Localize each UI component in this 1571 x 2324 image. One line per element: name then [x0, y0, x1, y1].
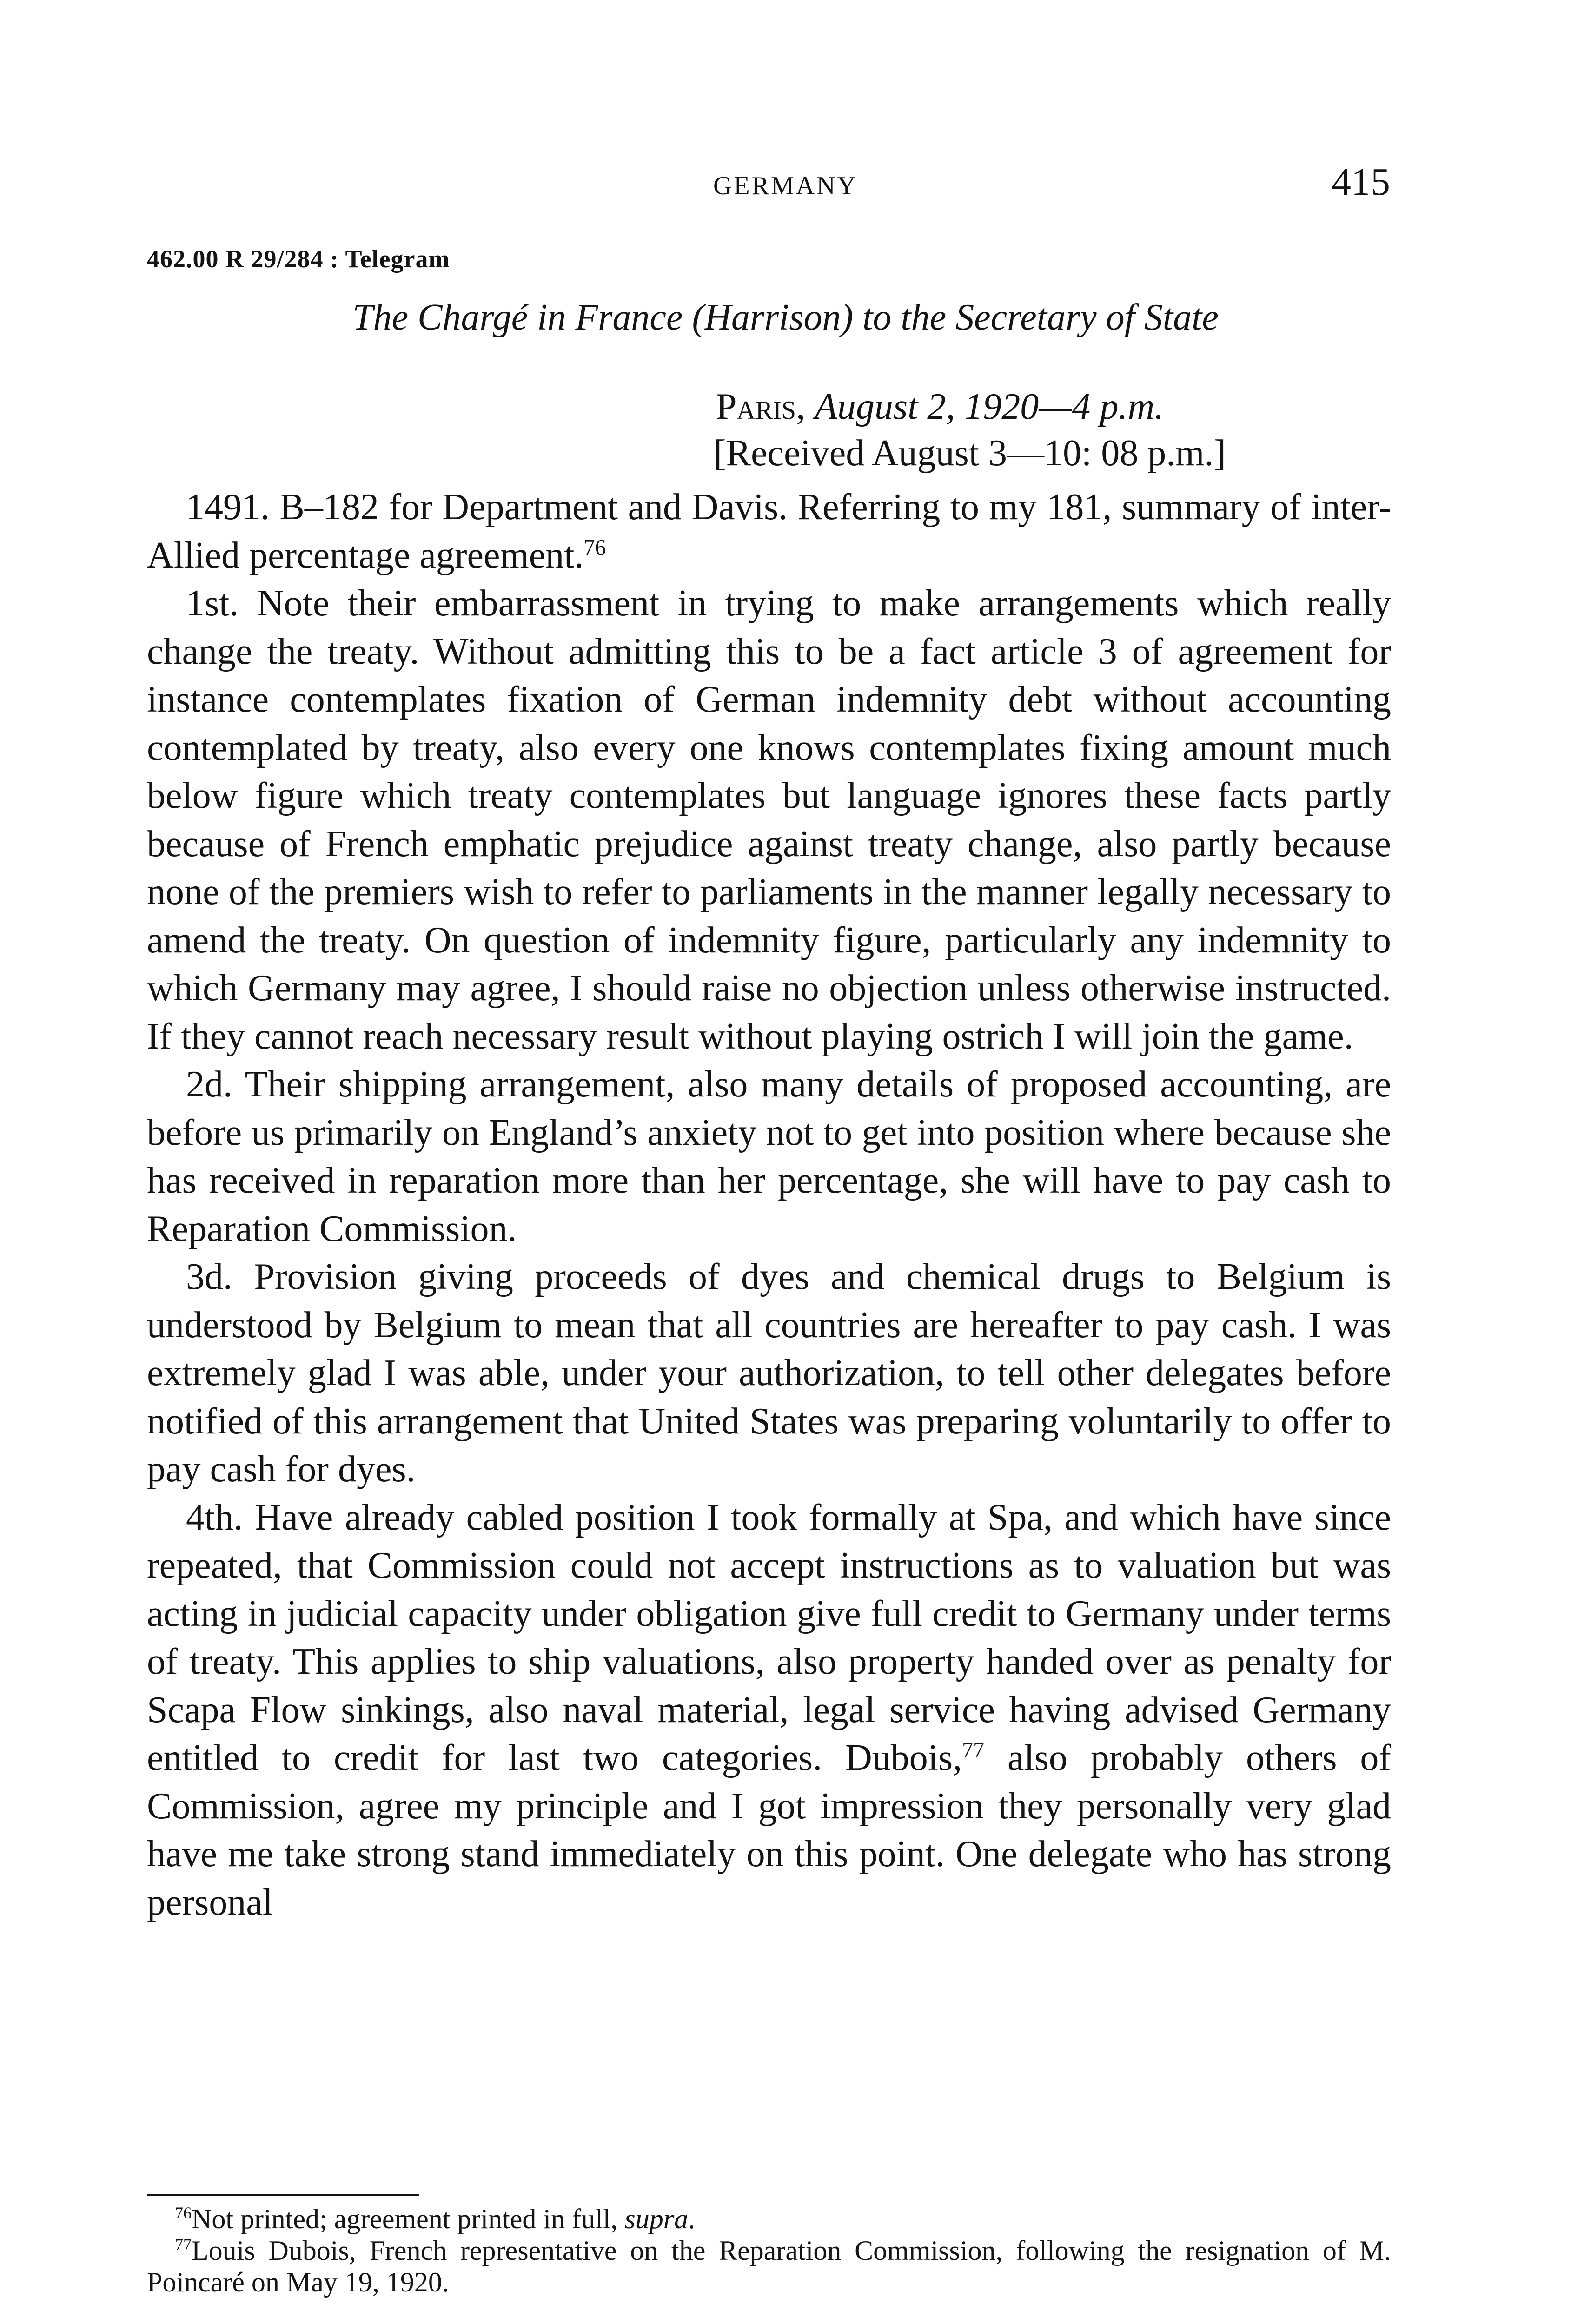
- paragraph-text: 3d. Provision giving proceeds of dyes and chemical drugs to Belgium is understood by Belgium to mean that all countries are hereafter to pay cash. I was extremely glad I was able, under your authorization, to tell other delegates before notified of this arrangement that United States was preparing voluntarily to offer to pay cash for dyes.: [147, 1256, 1391, 1490]
- paragraph-text: 2d. Their shipping arrangement, also many details of proposed accounting, are before us primarily on England’s anxiety not to get into position where because she has received in reparation more than her percentage, she will have to pay cash to Reparation Commission.: [147, 1064, 1391, 1249]
- footnote-italic: supra: [624, 2204, 689, 2234]
- paragraph: [147, 1494, 1391, 1927]
- footnote-reference: 77: [962, 1737, 985, 1763]
- footnote-text: Louis Dubois, French representative on the Reparation Commission, following the resignation of M. Poincaré on May 19, 1920.: [147, 2235, 1391, 2298]
- document-title: The Chargé in France (Harrison) to the Secretary of State: [352, 297, 1219, 338]
- dateline-date: August 2, 1920—4 p.m.: [815, 386, 1164, 427]
- footnote-text: Not printed; agreement printed in full,: [192, 2204, 625, 2234]
- telegram-body: [147, 483, 1391, 1927]
- file-reference: 462.00 R 29/284 : Telegram: [147, 245, 450, 273]
- footnotes: [147, 2203, 1391, 2298]
- paragraph: [147, 580, 1391, 1061]
- paragraph: [147, 483, 1391, 580]
- dateline: [716, 383, 1164, 430]
- running-header-title: GERMANY: [713, 172, 858, 200]
- dateline-place: Paris,: [716, 386, 806, 427]
- footnote-reference: 76: [583, 535, 606, 560]
- footnote: [147, 2203, 1391, 2235]
- footnote-mark: 77: [175, 2235, 192, 2254]
- paragraph: [147, 1253, 1391, 1494]
- paragraph-text: 1st. Note their embarrassment in trying to make arrangements which really change the treaty. Without admitting this to be a fact article 3 of agreement for instance contemplates fixation of German indemnity debt without accounting contemplated by treaty, also every one knows contemplates fixing amount much below figure which treaty contemplates but language ignores these facts partly because of French emphatic prejudice against treaty change, also partly because none of the premiers wish to refer to parliaments in the manner legally necessary to amend the treaty. On question of indemnity figure, particularly any indemnity to which Germany may agree, I should raise no objection unless otherwise instructed. If they cannot reach necessary result without playing ostrich I will join the game.: [147, 583, 1391, 1057]
- footnote: [147, 2235, 1391, 2298]
- paragraph-text: 4th. Have already cabled position I took formally at Spa, and which have since repeated, that Commission could not accept instructions as to valuation but was acting in judicial capacity under obligation give full credit to Germany under terms of treaty. This applies to ship valuations, also property handed over as penalty for Scapa Flow sinkings, also naval material, legal service having advised Germany entitled to credit for last two categories. Dubois,: [147, 1497, 1391, 1778]
- footnote-divider: [147, 2194, 419, 2196]
- footnote-mark: 76: [175, 2204, 192, 2222]
- footnote-tail: .: [688, 2204, 696, 2234]
- paragraph-text: 1491. B–182 for Department and Davis. Referring to my 181, summary of inter-Allied percentage agreement.: [147, 487, 1391, 576]
- page-number: 415: [1332, 160, 1390, 204]
- received-line: [Received August 3—10: 08 p.m.]: [714, 433, 1226, 474]
- paragraph: [147, 1061, 1391, 1253]
- paragraph-text-cont: also probably others of Commission, agree my principle and I got impression they personally very glad have me take strong stand immediately on this point. One delegate who has strong personal: [147, 1737, 1391, 1923]
